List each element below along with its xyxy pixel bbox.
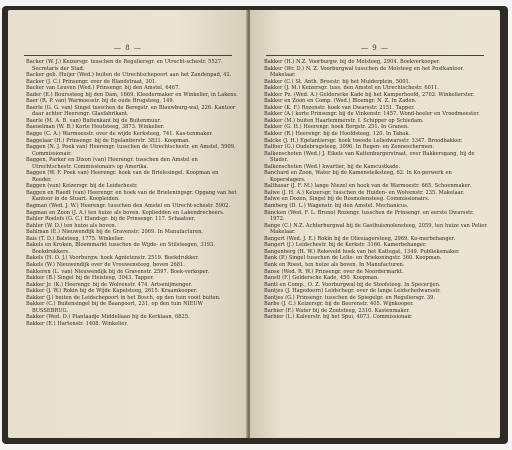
directory-entry: Bagge (C. A.) Warmoesstr. over de wijde Kerksteeg, 741. Kas-tenmaker. bbox=[26, 131, 213, 138]
directory-entry: Balwe en Dozen, Singel bij de Rosmolensteeg. Commissionairs. bbox=[264, 196, 430, 203]
directory-entry: Bakker (A.) korte Prinsengr. bij de Vinkenstr. 1457. Wond-heeler en Vroedmeester. bbox=[264, 111, 480, 118]
directory-entry: Bamberg (D. L.) Wagenstr. bij den Amstel. Mechanicus. bbox=[264, 203, 409, 210]
directory-entry: Bakker (C.) St. Anth. Breestr. bij het Muiderplein, 5001. bbox=[264, 78, 411, 85]
directory-entry: Bakker (H.) N.Z. Voorburgw. bij de Molsteeg, 2904. Boekverkooper. bbox=[264, 59, 441, 65]
page-number: — 8 — bbox=[114, 44, 142, 52]
directory-entry: Bakels en Kroken, Bloemmarkt tusschen de Wijde- en Stilsteegen, 3193. Boekdrukkers. bbox=[26, 242, 215, 255]
directory-entry: Backer geb. Huijer (Wed.) buiten de Utrechtschepoort aan het Zandenpad, 42. bbox=[26, 72, 232, 79]
directory-entry: Bahlman (E.) Nieuwendijk bij de Gravenstr. 2069. In Manufacturen. bbox=[26, 229, 204, 236]
directory-entry: Bakker (K. F.) Rozenstr. hoek van Dwarsstr. 2151. Tapper. bbox=[264, 104, 415, 111]
header-rule bbox=[266, 55, 484, 56]
directory-entry: Baggen (N. J. Poek van) Heerengr. tusschen de Utrechtschestr. en Amstel, 5909. Commissionair. bbox=[26, 144, 236, 157]
directory-entries bbox=[250, 59, 500, 321]
directory-entry: Backer van Leuven (Wed.) Prinsengr. bij den Amstel, 6467. bbox=[26, 85, 180, 92]
directory-entry: Baggelaar (H.) Prinsengr. bij de Egelantierstr. 3831. Koopman. bbox=[26, 137, 191, 144]
directory-entry: Balthasar (J. F. M.) lange Niezel en hoek van de Warmoestr. 665. Schoenmaker. bbox=[264, 183, 472, 190]
directory-entry: Bakkeren (L. van) Nieuwendijk bij de Gravenstr. 2597. Boek-verkoper. bbox=[26, 268, 210, 275]
directory-entry: Balfoer (G.) Oudebrugsteeg, 3096. In Regen- en Zonneschermen. bbox=[264, 144, 434, 151]
directory-entry: Baer (R. P. van) Warmoesstr. bij de oude Brugsteeg, 149. bbox=[26, 98, 175, 105]
page-number: — 9 — bbox=[361, 44, 389, 52]
directory-entry: Bantl en Comp., O. Z. Voorburgwal bij de Stoofsteeg. In Specerijen. bbox=[264, 281, 441, 288]
directory-entry: Baerle (G. G. van) Singel tusschen de Beregstr. en Blauwburg-wal, 226. Kantoor daar achter Heerengr. Glasfabrikant. bbox=[26, 104, 236, 118]
directory-entry: Backer (J. C.) Prinsengr. over de Blandstraat, 301. bbox=[26, 78, 157, 85]
directory-entry: Bais (T. D.) Balsteeg, 1775. Winkelier. bbox=[26, 235, 125, 242]
directory-entry: Baggen (van) Keizersgr. bij de Leidschestr. bbox=[26, 183, 138, 190]
directory-entry: Bakker (E.) Hartenstr. 1408. Winkelier. bbox=[26, 320, 128, 327]
right-page bbox=[250, 10, 500, 438]
directory-entry: Baerle (M. A. B. van) Buitenkant bij de Buitenmuur. bbox=[26, 117, 162, 124]
left-page bbox=[8, 10, 248, 438]
directory-entry: Backer (W. J.) Keizersgr. tusschen de Reguliersgr. en Utrecht-schestr. 5527. Secretaris der Stad. bbox=[26, 59, 223, 72]
directory-entry: Barbier (L.) Kalverstr. bij het Spui, 4073. Commissionair. bbox=[264, 314, 413, 321]
directory-entry: Baeuelman (W. B.) Korte Houtsteeg, 3873. Winkelier. bbox=[26, 124, 165, 131]
directory-entry: Bahler Roelofs (G. C.) Elandsgr. bij de Prinsengr. 117. Schaatser. bbox=[26, 216, 196, 223]
directory-entry: Bagman en Zoon (J. A.) ten huize als boven. Kopliedden en Lakendrecheers. bbox=[26, 209, 225, 216]
directory-entry: Bakker (J.) buiten de Leidschepoort in het Bosch, op den tuin vooit buiten. bbox=[26, 294, 221, 301]
directory-entry: Bahler (W. D.) ten huize als boven. bbox=[26, 222, 117, 229]
directory-entry: Bakels (W.) Nieuwendijk over de Vrouwensteeg, boven 2681. bbox=[26, 261, 185, 268]
directory-entry: Bantjes (J. Hagedoorn) Leidschegr. over de lange Leidschedwarsstr. bbox=[264, 288, 441, 295]
directory-entry: Bagman (Wed. J. W.) Heerengr. tusschen den Amstel en Utrecht-schestr. 5902. bbox=[26, 203, 231, 210]
directory-entry: Bangenberg (H. W.) Rekeveld hoek van het Kattegat, 1349. Publieksmaker. bbox=[264, 248, 460, 255]
directory-entry: Bakels (H. O. J.) Voorburgw. hoek Agnietenstr. 2519. Boekdrukker. bbox=[26, 255, 199, 262]
directory-entry: Banstl (F.) Geldersche Kade, 450. Koopman. bbox=[264, 275, 379, 282]
directory-entry: Bank (P.) Singel tusschen de Lelie- en Briekoningstr. 360. Koopman. bbox=[264, 255, 442, 262]
directory-entry: Bäncken (Wed. F. L. Bruno) Rozengr. tusschen de Prinsengr. en eerste Dwarsstr. 1972. bbox=[264, 209, 474, 223]
directory-entry: Bangert (J.) Leidschestr. bij de Kerkstr. 3166. Kamerbehanger. bbox=[264, 242, 427, 249]
directory-entry: Bakker (R.) Heerengr. bij de Hoofdsteeg, 120. In Tabak. bbox=[264, 131, 411, 138]
directory-entry: Baggen (W. F. Poek van) Heerengr. hoek van de Brielesingel. Koopman en Reeder. bbox=[26, 170, 219, 183]
directory-entry: Baggen en Raedt (van) Heerengr. en hoek van de Brieleningsgr. Opgang van het Kantoor in de Stuart. Koopleiden. bbox=[26, 189, 237, 203]
directory-entry: Bakker (B.) Singel bij de Heisteeg, 3043. Tapper. bbox=[26, 275, 154, 282]
directory-entries bbox=[8, 59, 248, 327]
directory-entry: Balwe (J. H. A.) Keizersgr. tusschen de Huiden- en Wolvenstr. 235. Makelaar. bbox=[264, 189, 465, 196]
directory-entry: Bakker (Wed. D.) Plantaadje Middellaan bij de Kerklaan, 6825. bbox=[26, 314, 190, 321]
directory-entry: Banse (Wed. R. W.) Prinsengr. over de Noordermarkt. bbox=[264, 268, 404, 275]
directory-entry: Bakker (M.) buiten Haarlemmerstr. I. Schipper op Schiedam. bbox=[264, 117, 424, 124]
directory-entry: Balkenschoten (Wed.) kwartier, bij de Kamcustkade. bbox=[264, 163, 401, 170]
directory-entry: Bakker (J. W.) Rokin bij de Wijde Kapelsteeg, 2615. Kraamkooper. bbox=[26, 288, 198, 295]
directory-entry: Bakker (G. H.) Heerengr. hoek Bergstr. 251. In Granen. bbox=[264, 124, 409, 131]
directory-entry: Bakker (Wr. D.) N. Z. Voorburgwal tusschen de Molsteeg en het Postkantoor. Makelaar. bbox=[264, 65, 465, 79]
directory-entry: Barbier (F.) Water bij de Zoutsteeg, 2310. Kastenmaker. bbox=[264, 307, 411, 314]
directory-entry: Bakker (C.) Buitensingel bij de Baanpoort, 231, op den tuin NIEUW BUSSEBRUG. bbox=[26, 301, 203, 314]
directory-entry: Bakker Pz. (Wed. A.) Gelderscke Kade bij het Kamperhoofd, 2702. Winkelierster. bbox=[264, 91, 475, 98]
directory-entry: Bank en Roest, ten huize als boven. In Manufacturen. bbox=[264, 261, 405, 268]
directory-entry: Bader (E.) Bourssteeg bij den Dam, 1669. Kleedermaker en Winkelier, in Lakens. bbox=[26, 91, 238, 98]
directory-entry: Bange (C.) N.Z. Achterburgwal bij de Gasthuismolensteeg, 2059, ten huize van Pelier. Makelaar. bbox=[264, 222, 488, 236]
directory-entry: Banchard en Zoon, Water bij de Kamensteiksteeg, 62. In Ko-perwerk en Koperslagers. bbox=[264, 170, 452, 183]
directory-entry: Bangert (Wed. J. E.) Rokin bij de Oliesiagersteeg, 2969. Ko-merbehanger. bbox=[264, 235, 456, 242]
directory-entry: Balcke (J. H.) Egelantiersgr. hoek tweede Leliedwarsstr. 3347. Broodbakker. bbox=[264, 137, 463, 144]
directory-entry: Bakker Jr. (K.) Heerengr. bij de Wolvenstr. 474. Artsenijmenger. bbox=[26, 281, 193, 288]
directory-entry: Balkenschoten (Wed.) J. Eikels van Kattenburgerstraat, over Bakkersgang, bij de Stadsr. bbox=[264, 150, 475, 164]
open-book bbox=[2, 6, 508, 444]
directory-entry: Barbe (J. C.) Keizersgr. bij de Beerenstr. 405. Wijnkooper. bbox=[264, 301, 414, 308]
directory-entry: Bantjes (G.) Prinsengr. tusschen de Spiegelgr. en Reguliersgr. 39. bbox=[264, 294, 435, 301]
header-rule bbox=[24, 55, 232, 56]
directory-entry: Baggen, Parker en Dixon (van) Heerengr. tusschen den Amstel en Utrechtschestr. Commissionairs op Amerika. bbox=[26, 157, 198, 170]
directory-entry: Bakker en Zoon en Comp. (Wed.) Bloemgr. N. Z. In Zaden. bbox=[264, 98, 417, 105]
directory-entry: Bakker (J. M.) Keizersgr. tuss. den Amstel en Utrechtschestr. 6011. bbox=[264, 85, 439, 92]
